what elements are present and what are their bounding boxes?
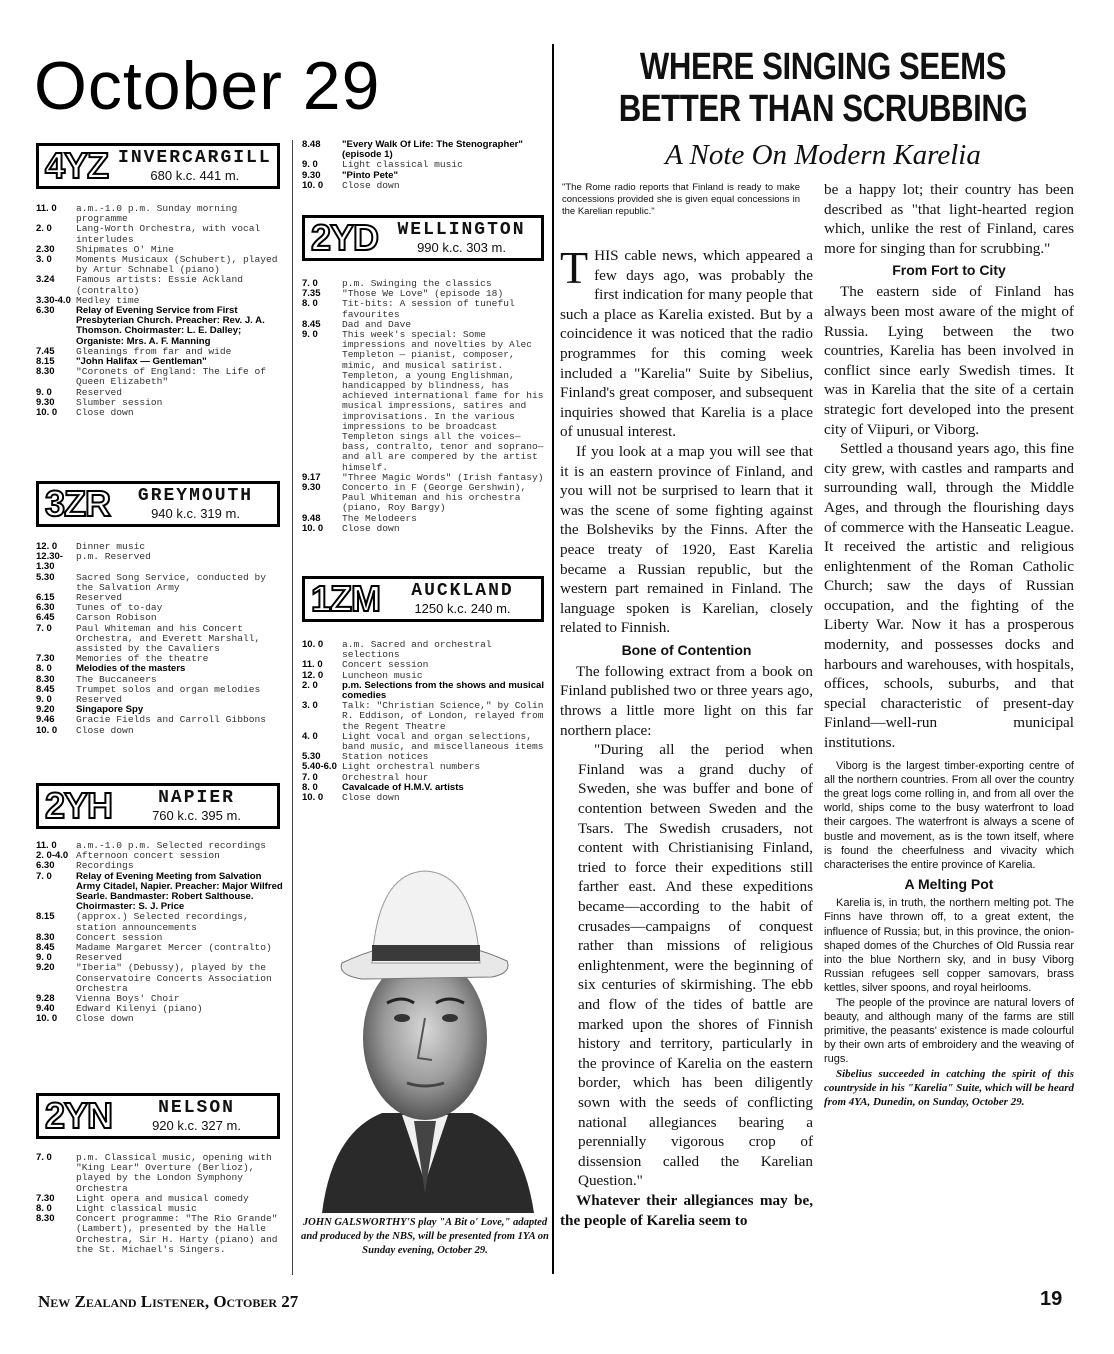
program-entry [36,388,288,398]
program-time: 3.30-4.0 [36,294,71,306]
program-entry [36,1014,288,1024]
station-city: INVERCARGILL [118,148,272,168]
program-time: 8.30 [36,931,55,943]
program-description: Reserved [76,952,123,964]
program-time: 9. 0 [36,694,52,706]
program-entry [302,171,548,181]
program-time: 7.30 [36,653,55,665]
program-description: Lang-Worth Orchestra, with vocal interludes [76,223,261,245]
program-description: Gracie Fields and Carroll Gibbons [76,714,266,726]
call-sign: 2YN [45,1095,113,1136]
program-description: "Those We Love" (episode 18) [342,288,504,300]
program-entry [302,140,548,160]
program-description: Madame Margaret Mercer (contralto) [76,942,272,954]
program-entry [36,912,288,932]
article-column-1 [560,242,814,1230]
program-time: 7.35 [302,288,321,300]
program-description: Vienna Boys' Choir [76,993,180,1005]
program-time: 8.45 [302,318,321,330]
program-time: 8. 0 [302,781,318,793]
program-entry [36,943,288,953]
page-date: October 29 [34,48,381,124]
closing-note: Sibelius succeeded in catching the spirit of this countryside in his "Karelia" Suite, which will be heard from 4YA, Dunedin, on Sunday, October 29. [824,1067,1074,1109]
program-description: Memories of the theatre [76,653,209,665]
program-description: "Every Walk Of Life: The Stenographer" (episode 1) [342,139,523,161]
program-description: Gleanings from far and wide [76,345,232,357]
program-entry [36,1214,288,1255]
program-description: Light classical music [342,159,463,171]
program-time: 9.40 [36,1003,55,1015]
station-frequency: 920 k.c. 327 m. [152,1118,241,1133]
program-time: 3. 0 [36,254,52,266]
program-time: 7. 0 [302,771,318,783]
program-entry [36,695,288,705]
program-description: Station notices [342,751,429,763]
program-description: (approx.) Selected recordings, station announcements [76,911,249,933]
program-entry [36,255,288,275]
program-description: "Pinto Pete" [342,169,399,181]
program-entry [36,398,288,408]
article-column-2 [824,180,1074,1109]
paragraph: be a happy lot; their country has been described as "that light-hearted region which, unlike the rest of Finland, cares more for singing than for scrubbing." [824,181,1074,257]
program-entry [36,1153,288,1194]
section-heading: Bone of Contention [621,641,752,658]
program-description: "John Halifax — Gentleman" [76,356,207,368]
section-heading: From Fort to City [892,262,1006,279]
program-time: 9. 0 [302,329,318,341]
program-time: 5.30 [36,571,55,583]
program-time: 9.48 [302,512,321,524]
program-description: Trumpet solos and organ melodies [76,683,261,695]
program-time: 9. 0 [36,386,52,398]
program-description: Light vocal and organ selections, band music, and miscellaneous items [342,730,544,753]
program-time: 7. 0 [36,870,52,882]
program-time: 11. 0 [36,840,57,851]
program-description: Slumber session [76,396,163,408]
program-description: Close down [342,179,400,191]
station-city: AUCKLAND [411,581,514,601]
program-time: 10. 0 [302,639,324,650]
program-time: 8.45 [36,683,55,695]
program-description: Luncheon music [342,669,423,681]
program-description: Close down [76,724,134,736]
program-description: Tit-bits: A session of tuneful favourites [342,298,515,320]
program-description: Paul Whiteman and his Concert Orchestra, and Everett Marshall, assisted by the Cavaliers [76,622,261,655]
program-time: 6.30 [36,860,55,872]
program-time: 8. 0 [36,663,52,675]
station-frequency: 990 k.c. 303 m. [417,240,506,255]
program-entry [36,726,288,736]
program-time: 10. 0 [302,792,324,804]
column-divider [552,44,554,1274]
station-city: NAPIER [158,788,235,808]
program-time: 2. 0 [302,679,318,691]
program-time: 8.48 [302,139,321,150]
program-time: 8.30 [36,366,55,378]
program-description: Close down [342,792,400,804]
program-description: a.m.-1.0 p.m. Sunday morning programme [76,203,238,225]
program-description: Moments Musicaux (Schubert), played by Artur Schnabel (piano) [76,254,278,276]
program-description: Melodies of the masters [76,663,186,675]
program-description: Close down [76,1013,134,1025]
program-description: Singapore Spy [76,704,144,716]
program-description: a.m.-1.0 p.m. Selected recordings [76,840,266,851]
station-header-4yz [36,143,280,189]
program-entry [36,715,288,725]
program-entry [302,783,548,793]
program-time: 6.30 [36,305,55,317]
program-entry [36,552,288,572]
paragraph: Karelia is, in truth, the northern melting pot. The Finns have thrown off, to a great extent, the influence of Russia; but, in this province, the onion-shaped domes of the Churches of Old Russia rear into the blue Northern sky, and in busy Viborg Russian refugees sell copper samovars, brass kettles, silver spoons, and royal heirlooms. [824,897,1074,995]
station-header-2yh [36,783,280,829]
program-entry [36,275,288,295]
program-entry [36,664,288,674]
program-entry [302,181,548,191]
program-time: 8.30 [36,1213,55,1225]
program-time: 8. 0 [302,298,318,310]
program-time: 12. 0 [302,669,324,681]
program-description: Relay of Evening Service from First Presbyterian Church. Preacher: Rev. J. A. Thomson. Choirmaster: L. E. Dalley; Organiste: Mrs. A. F. Manning [76,305,265,347]
program-time: 4. 0 [302,730,318,742]
station-city: GREYMOUTH [137,486,254,506]
page-number: 19 [1040,1288,1063,1310]
station-city: WELLINGTON [397,220,526,240]
program-list-4yz [36,204,288,418]
program-description: This week's special: Some impressions and novelties by Alec Templeton — pianist, composer, mimic, and musical satirist. Templeton, a young Englishman, handicapped by blindness, has achieved international fame for his musical impressions, satires and improvisations. In the various impressions to be broadcast Templeton sings all the voices—bass, contralto, tenor and soprano—and all are compered by the artist himself. [342,329,544,473]
program-list-3zr [36,542,288,736]
program-description: Afternoon concert session [76,850,220,862]
paragraph: Whatever their allegiances may be, the people of Karelia seem to [560,1191,813,1229]
program-time: 5.40-6.0 [302,761,337,773]
program-entry [36,224,288,244]
program-time: 9.20 [36,704,55,716]
program-time: 9.20 [36,962,55,974]
paragraph: Settled a thousand years ago, this fine city grew, with castles and ramparts and surrounding wall, through the Middle Ages, and through the flourishing days of commerce with the Hanseatic League. It received the artistic and religious enlightenment of the Roman Catholic Church; saw the days of Russian occupation, and the fighting of the Liberty War. Now it has a prosperous modernity, and possesses docks and harbours and warehouses, with hospitals, offices, schools, suburbs, and that special characteristic of present-day Finland—well-run municipal institutions. [824,440,1074,752]
program-time: 7.45 [36,345,55,357]
program-time: 10. 0 [302,179,324,191]
program-entry [302,660,548,670]
program-description: Close down [342,522,400,534]
program-time: 2.30 [36,243,55,255]
program-description: Concert session [76,931,163,943]
program-time: 9.46 [36,714,55,726]
program-description: Sacred Song Service, conducted by the Salvation Army [76,571,266,593]
program-description: Cavalcade of H.M.V. artists [342,781,464,793]
program-time: 10. 0 [36,1013,58,1025]
program-description: Shipmates O' Mine [76,243,174,255]
program-description: Light classical music [76,1203,197,1215]
article-headline: WHERE SINGING SEEMS BETTER THAN SCRUBBING [618,46,1028,130]
program-time: 11. 0 [302,659,323,671]
program-description: Light orchestral numbers [342,761,481,773]
page-footer: New Zealand Listener, October 27 [38,1292,299,1311]
station-frequency: 940 k.c. 319 m. [151,506,240,521]
program-time: 7. 0 [36,1152,52,1163]
program-entry [302,160,548,170]
program-entry [302,732,548,752]
program-entry [302,640,548,660]
station-city: NELSON [158,1098,235,1118]
program-entry [36,963,288,994]
program-description: p.m. Selections from the shows and musical comedies [342,679,545,702]
program-description: The Melodeers [342,512,417,524]
program-description: Famous artists: Essie Ackland (contralto) [76,274,243,296]
program-description: Reserved [76,694,123,706]
portrait-photo [302,853,547,1213]
program-entry [302,701,548,732]
program-time: 9.30 [36,396,55,408]
program-time: 7. 0 [302,278,318,289]
program-time: 5.30 [302,751,321,763]
program-description: Carson Robison [76,612,157,624]
article-epigraph: "The Rome radio reports that Finland is ready to make concessions provided she is given equal concessions in the Karelian republic." [562,182,800,217]
program-entry [36,408,288,418]
program-description: p.m. Reserved [76,551,151,563]
program-entry [302,793,548,803]
paragraph-text: HIS cable news, which appeared a few days ago, was probably the first indication for many people that such a place as Karelia existed. But by a coincidence it was noticed that the radio programmes for this coming week included a "Karelia" Suite by Sibelius, Finland's great composer, and subsequent inquiries showed that Karelia is a place of unusual interest. [560,247,814,441]
station-header-2yn [36,1093,280,1139]
program-time: 8.15 [36,911,55,923]
program-time: 7. 0 [36,622,52,634]
program-description: Reserved [76,592,123,604]
program-time: 10. 0 [302,522,324,534]
program-time: 2. 0-4.0 [36,850,69,862]
program-time: 12. 0 [36,541,58,552]
call-sign: 4YZ [45,145,109,186]
program-time: 6.15 [36,592,55,604]
program-entry [302,299,548,319]
station-header-1zm [302,576,544,622]
program-description: Concert session [342,659,429,671]
program-entry [36,872,288,913]
program-time: 3.24 [36,274,55,286]
program-entry [36,306,288,347]
program-time: 8.45 [36,942,55,954]
program-time: 2. 0 [36,223,52,235]
program-description: a.m. Sacred and orchestral selections [342,639,492,661]
program-entry [302,524,548,534]
program-description: Dad and Dave [342,318,412,330]
program-time: 6.30 [36,602,55,614]
station-frequency: 1250 k.c. 240 m. [414,601,511,616]
section-heading: A Melting Pot [904,876,994,893]
station-header-3zr [36,481,280,527]
program-time: 10. 0 [36,724,58,736]
program-description: Edward Kilenyi (piano) [76,1003,203,1015]
program-entry [36,542,288,552]
program-time: 8.15 [36,356,55,368]
program-entry [302,514,548,524]
program-entry [302,330,548,473]
program-entry [36,367,288,387]
program-time: 8.30 [36,673,55,685]
program-entry [36,603,288,613]
program-entry [36,1004,288,1014]
call-sign: 1ZM [311,578,380,619]
program-entry [302,681,548,701]
program-column-divider [292,140,293,1275]
program-description: p.m. Swinging the classics [342,278,492,289]
paragraph [560,242,814,442]
program-entry [36,204,288,224]
program-time: 6.45 [36,612,55,624]
program-description: Tunes of to-day [76,602,163,614]
paragraph: If you look at a map you will see that it is an eastern province of Finland, and you will not be surprised to learn that it was the scene of some fighting against the Bolsheviks by the Finns. After the peace treaty of 1920, East Karelia became a Russian republic, but the western part remained in Finland. The language spoken is Karelian, closely related to Finnish. [560,442,813,637]
program-time: 11. 0 [36,203,57,214]
program-time: 9.28 [36,993,55,1005]
program-entry [36,593,288,603]
program-entry [36,685,288,695]
station-frequency: 760 k.c. 395 m. [152,808,241,823]
paragraph: The following extract from a book on Finland published two or three years ago, throws a little more light on this far northern place: [560,662,813,739]
program-description: Concert programme: "The Rio Grande" (Lambert), presented by the Halle Orchestra, Sir H. Harty (piano) and the St. Michael's Singers. [76,1213,278,1255]
call-sign: 2YD [311,217,379,258]
program-time: 3. 0 [302,700,318,712]
program-list-1zm [302,640,548,803]
program-description: "Three Magic Words" (Irish fantasy) [342,471,544,483]
program-time: 10. 0 [36,407,58,419]
program-description: p.m. Classical music, opening with "King Lear" Overture (Berlioz), played by the London Symphony Orchestra [76,1152,272,1194]
program-description: Concerto in F (George Gershwin), Paul Whiteman and his orchestra (piano, Roy Bargy) [342,482,527,514]
call-sign: 3ZR [45,483,111,524]
paragraph: "During all the period when Finland was a grand duchy of Sweden, she was buffer and bone of contention between Sweden and the Tsars. The Swedish crusaders, not content with Christianising Finland, tried to force their expeditions still farther east. And these expeditions became—according to the habit of crusades—campaigns of conquest rather than missions of religious enlightenment, were the beginning of six centuries of skirmishing. The ebb and flow of the tides of battle are marked upon the shores of Finnish history and territory, particularly in the province of Karelia on the eastern border, which has been diligently sown with the seeds of conflicting national allegiances bearing a perennially vigorous crop of dissension called the Karelian Question." [578,741,813,1190]
article-subtitle: A Note On Modern Karelia [665,139,981,171]
program-list-2yh [36,841,288,1025]
photo-caption: JOHN GALSWORTHY'S play "A Bit o' Love," adapted and produced by the NBS, will be presented from 1YA on Sunday evening, October 29. [301,1217,549,1256]
program-list-2yn [36,1153,288,1255]
program-description: "Coronets of England: The Life of Queen Elizabeth" [76,366,266,388]
program-description: Orchestral hour [342,771,429,783]
program-entry [302,483,548,514]
program-time: 9.17 [302,471,321,483]
program-description: Close down [76,407,134,419]
program-time: 12.30-1.30 [36,551,63,573]
program-list-2yn-cont [302,140,548,191]
paragraph: The people of the province are natural lovers of beauty, and although many of the farms are still primitive, the peasants' existence is made colourful by their own arts of embroidery and the weaving of rugs. [824,996,1074,1066]
program-time: 9. 0 [36,952,52,964]
paragraph: The eastern side of Finland has always been most aware of the might of Russia. Lying between the two countries, Karelia has been involved in conflict since early Swedish times. It was in Karelia that the site of a certain strategic fort developed into the present city of Viipuri, or Viborg. [824,283,1074,438]
program-list-2yd [302,279,548,534]
program-entry [36,573,288,593]
drop-cap: T [560,242,589,293]
program-description: Relay of Evening Meeting from Salvation Army Citadel, Napier. Preacher: Major Wilfred Searle. Bandmaster: Robert Salthouse. Choirmaster: S. J. Price [76,870,283,913]
program-entry [36,851,288,861]
program-description: Recordings [76,860,134,872]
station-frequency: 680 k.c. 441 m. [150,168,240,183]
program-description: Reserved [76,386,123,398]
paragraph: Viborg is the largest timber-exporting centre of all the northern countries. From all over the country the great logs come rolling in, and from all over the world, ships come to the busy waterfront to load their cargoes. The waterfront is always a scene of bustle and movement, as is the town itself, where is found the cheerfulness and vivacity which characterises the entire province of Karelia. [824,759,1074,872]
program-time: 9. 0 [302,159,318,171]
program-description: Medley time [76,294,140,306]
program-time: 9.30 [302,482,321,494]
program-entry [36,624,288,655]
program-time: 7.30 [36,1192,55,1204]
program-time: 9.30 [302,169,321,181]
program-description: The Buccaneers [76,673,157,685]
program-description: "Iberia" (Debussy), played by the Conservatoire Concerts Association Orchestra [76,962,272,994]
program-time: 8. 0 [36,1203,52,1215]
station-header-2yd [302,215,544,261]
program-description: Light opera and musical comedy [76,1192,249,1204]
call-sign: 2YH [45,785,113,826]
program-description: Talk: "Christian Science," by Colin R. Eddison, of London, relayed from the Regent Theatre [342,700,544,732]
program-description: Dinner music [76,541,146,552]
